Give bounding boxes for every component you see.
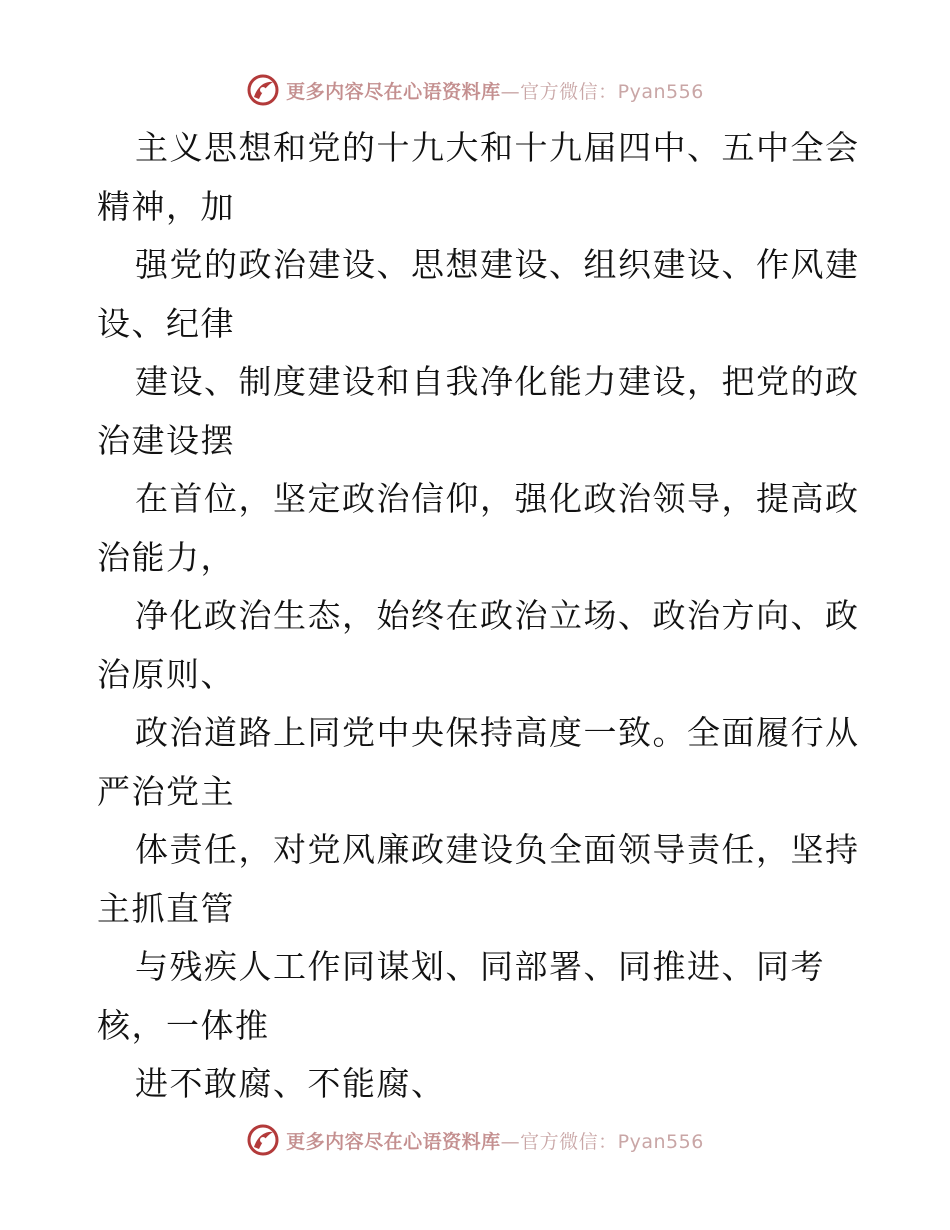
header-banner — [0, 70, 950, 110]
document-body — [97, 119, 860, 1114]
brand-logo-icon — [246, 1123, 280, 1157]
header-banner-title: 更多内容尽在心语资料库 — [286, 80, 501, 103]
text-line: 政治道路上同党中央保持高度一致。全面履行从 — [135, 713, 860, 752]
footer-banner — [0, 1120, 950, 1160]
brand-logo-icon — [246, 73, 280, 107]
text-line: 净化政治生态，始终在政治立场、政治方向、政 — [135, 596, 860, 635]
header-banner-wechat: —官方微信：Pyan556 — [500, 80, 704, 103]
text-line: 在首位，坚定政治信仰，强化政治领导，提高政 — [135, 479, 860, 518]
text-line: 与残疾人工作同谋划、同部署、同推进、同考 — [135, 947, 825, 986]
text-line: 进不敢腐、不能腐、 — [135, 1064, 446, 1103]
text-line: 体责任，对党风廉政建设负全面领导责任，坚持 — [135, 830, 860, 869]
text-line: 严治党主 — [97, 771, 235, 811]
text-line: 建设、制度建设和自我净化能力建设，把党的政 — [135, 362, 860, 401]
footer-banner-wechat: —官方微信：Pyan556 — [500, 1130, 704, 1153]
footer-banner-title: 更多内容尽在心语资料库 — [286, 1130, 501, 1153]
text-line: 强党的政治建设、思想建设、组织建设、作风建 — [135, 245, 860, 284]
text-line: 主抓直管 — [97, 888, 235, 928]
text-line: 核，一体推 — [97, 1005, 270, 1045]
text-line: 精神，加 — [97, 186, 235, 226]
text-line: 设、纪律 — [97, 303, 235, 343]
text-line: 治原则、 — [97, 654, 235, 694]
text-line: 治能力， — [97, 537, 235, 577]
text-line: 治建设摆 — [97, 420, 235, 460]
text-line: 主义思想和党的十九大和十九届四中、五中全会 — [135, 128, 860, 167]
